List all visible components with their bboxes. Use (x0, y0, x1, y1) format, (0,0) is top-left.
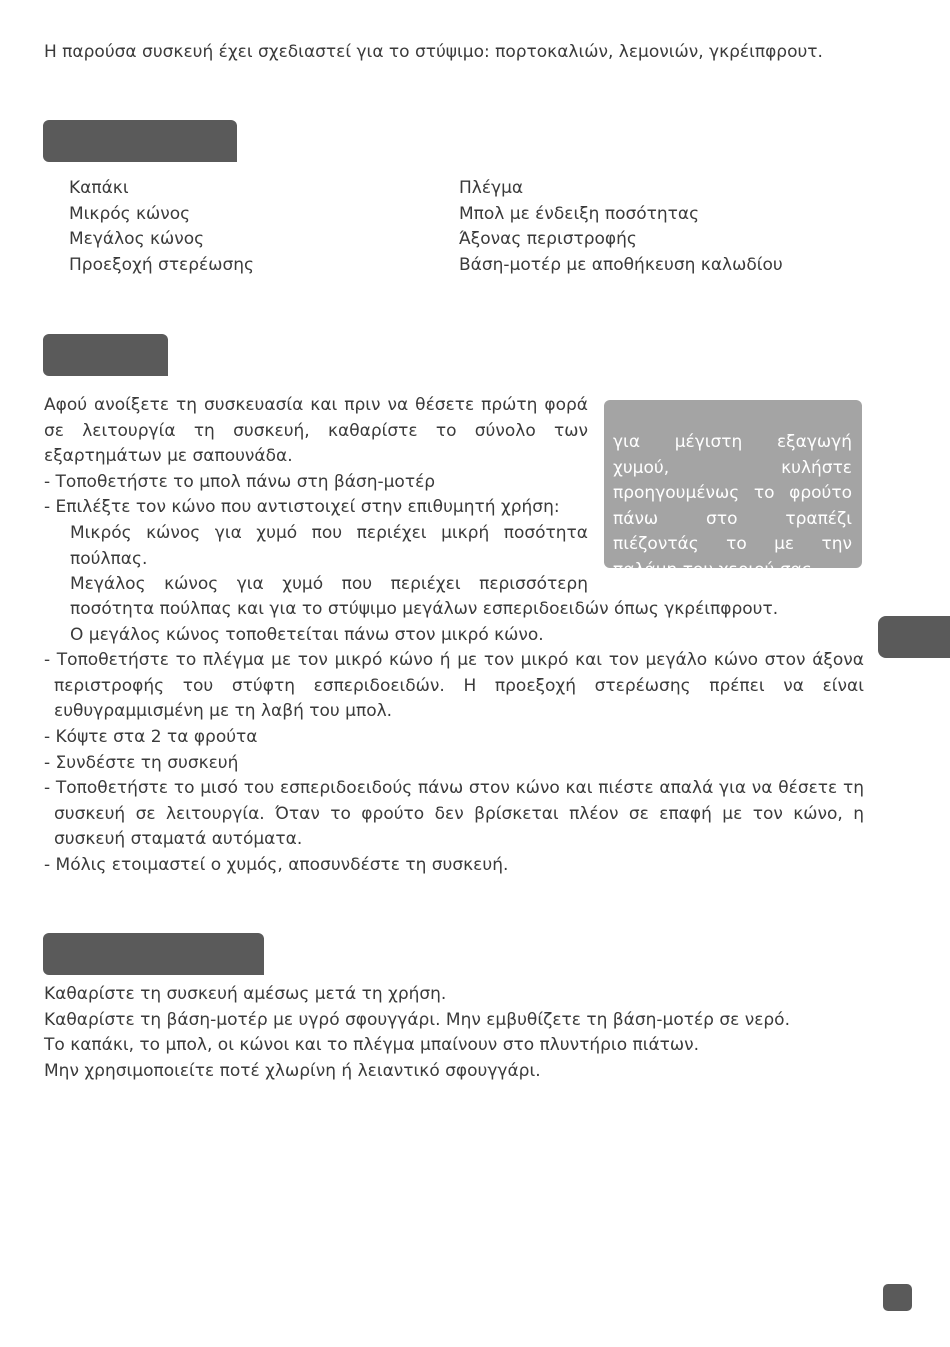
large-cone-line: Ο μεγάλος κώνος τοποθετείται πάνω στον μικρό κώνο. (70, 624, 544, 645)
small-cone-line: πούλπας. (70, 548, 148, 569)
section-header-use (43, 334, 168, 376)
cleaning-line: Καθαρίστε τη βάση-μοτέρ με υγρό σφουγγάρι. Μην εμβυθίζετε τη βάση-μοτέρ σε νερό. (44, 1009, 790, 1030)
step-item: - Τοποθετήστε το μισό του εσπεριδοειδούς πάνω στον κώνο και πιέστε απαλά για να θέσετε τη συσκευή σε λειτουργία. Όταν το φρούτο δεν βρίσκεται πλέον σε επαφή με τον κώνο, η συσκευή σταματά αυτόματα. (44, 778, 864, 850)
cleaning-instructions (44, 982, 864, 1084)
part-item: Μεγάλος κώνος (69, 229, 205, 250)
step-item: - Κόψτε στα 2 τα φρούτα (44, 726, 258, 747)
step-item: - Επιλέξτε τον κώνο που αντιστοιχεί στην επιθυμητή χρήση: (44, 497, 560, 518)
use-intro-line: σε λειτουργία τη συσκευή, καθαρίστε το σύνολο των (44, 420, 588, 441)
cleaning-line: Μην χρησιμοποιείτε ποτέ χλωρίνη ή λειαντικό σφουγγάρι. (44, 1060, 541, 1081)
part-item: Πλέγμα (459, 178, 524, 198)
cleaning-line: Καθαρίστε τη συσκευή αμέσως μετά τη χρήση. (44, 984, 447, 1004)
step-item: - Μόλις ετοιμαστεί ο χυμός, αποσυνδέστε τη συσκευή. (44, 854, 509, 875)
step-item: - Συνδέστε τη συσκευή (44, 752, 239, 773)
tip-box (604, 400, 862, 580)
side-tab (878, 616, 950, 658)
small-cone-line: Μικρός κώνος για χυμό που περιέχει μικρή ποσότητα (70, 522, 588, 543)
large-cone-line: Μεγάλος κώνος για χυμό που περιέχει περισσότερη (70, 574, 588, 595)
part-item: Μικρός κώνος (69, 203, 191, 224)
part-item: Μπολ με ένδειξη ποσότητας (459, 203, 700, 224)
use-instructions-bottom (44, 597, 864, 879)
cleaning-line: Το καπάκι, το μπολ, οι κώνοι και το πλέγμα μπαίνουν στο πλυντήριο πιάτων. (44, 1035, 700, 1056)
step-item: - Τοποθετήστε το πλέγμα με τον μικρό κώνο ή με τον μικρό και τον μεγάλο κώνο στον άξονα περιστροφής του στύφτη εσπεριδοειδών. Η προεξοχή στερέωσης πρέπει να είναι ευθυγραμμισμένη με τη λαβή του μπολ. (44, 650, 864, 722)
use-instructions-top (44, 393, 588, 598)
tip-text: για μέγιστη εξαγωγή χυμού, κυλήστε προηγουμένως το φρούτο πάνω στο τραπέζι πιέζοντάς το με την παλάμη του χεριού σας. (613, 432, 852, 580)
page-number-tab (883, 1284, 912, 1311)
parts-list-left (69, 176, 254, 278)
part-item: Προεξοχή στερέωσης (69, 254, 254, 275)
use-intro-line: εξαρτημάτων με σαπουνάδα. (44, 446, 293, 467)
parts-list-right (459, 176, 783, 278)
section-header-parts (43, 120, 237, 162)
part-item: Καπάκι (69, 178, 129, 198)
part-item: Βάση-μοτέρ με αποθήκευση καλωδίου (459, 254, 783, 275)
section-header-cleaning (43, 933, 264, 975)
intro-text: Η παρούσα συσκευή έχει σχεδιαστεί για το στύψιμο: πορτοκαλιών, λεμονιών, γκρέιπφρουτ. (44, 42, 823, 62)
use-intro-line: Αφού ανοίξετε τη συσκευασία και πριν να θέσετε πρώτη φορά (44, 395, 588, 415)
part-item: Άξονας περιστροφής (459, 229, 637, 250)
step-item: - Τοποθετήστε το μπολ πάνω στη βάση-μοτέρ (44, 471, 436, 492)
large-cone-line: ποσότητα πούλπας και για το στύψιμο μεγάλων εσπεριδοειδών όπως γκρέιπφρουτ. (70, 599, 779, 619)
